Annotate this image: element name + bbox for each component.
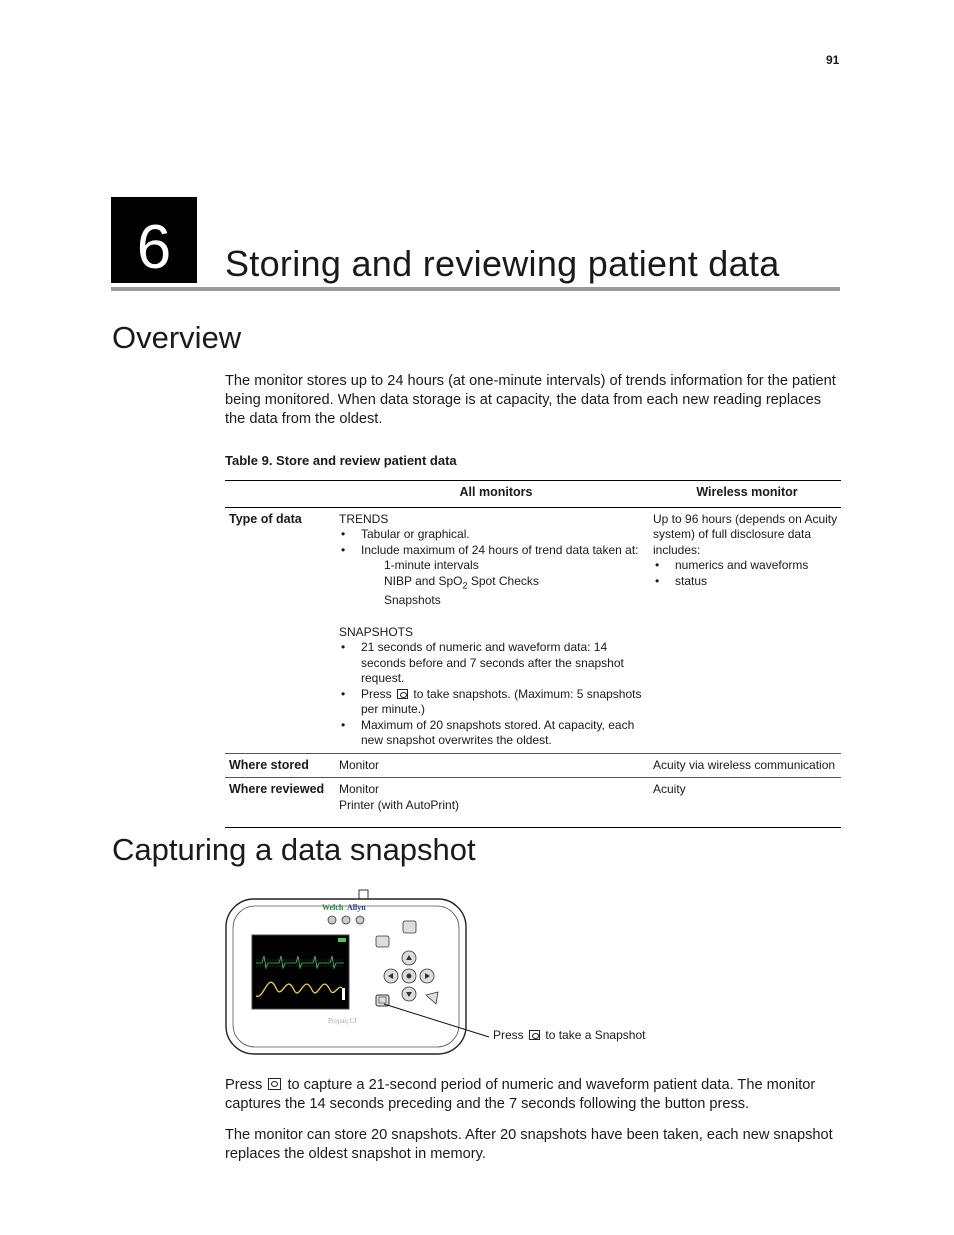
row-label-type: Type of data [225,507,339,753]
camera-snapshot-icon [268,1078,281,1090]
chapter-rule [111,287,840,291]
table-row [225,507,841,753]
store-review-table [225,480,841,828]
monitor-screen [252,935,349,1009]
snapshot-paragraph-1: Press to capture a 21-second period of numeric and waveform patient data. The monitor captures the 14 seconds preceding and the 7 seconds following the button press. [225,1077,816,1112]
snapshot-paragraph-2: The monitor can store 20 snapshots. After 20 snapshots have been taken, each new snapshot replaces the oldest snapshot in memory. [225,1127,833,1162]
stored-all-cell: Monitor [339,753,653,778]
trends-sub-interval: 1-minute intervals [384,558,479,572]
camera-snapshot-icon [529,1030,540,1040]
trends-bullet: • Tabular or graphical. [339,527,645,543]
wireless-bullet: • status [653,574,841,590]
reviewed-all-cell: Monitor Printer (with AutoPrint) [339,778,653,828]
trends-sub-spot-checks: NIBP and SpO$_2$ Spot Checks [384,573,539,590]
wireless-bullet: • numerics and waveforms [653,558,841,574]
trends-sub-snapshots: Snapshots [384,593,441,608]
trends-bullet: • Include maximum of 24 hours of trend data taken at: [339,543,645,559]
wireless-intro: Up to 96 hours (depends on Acuity system) of full disclosure data includes: [653,511,838,557]
snapshot-callout: Press to take a Snapshot [493,1028,646,1042]
indicator-light [342,916,350,924]
page-number: 91 [826,53,840,67]
row-label-stored: Where stored [225,753,339,778]
row-label-reviewed: Where reviewed [225,778,339,828]
stored-wireless-cell: Acuity via wireless communication [653,753,841,778]
snapshot-heading: Capturing a data snapshot [112,832,476,867]
trends-title: TRENDS [339,511,389,526]
indicator-light [328,916,336,924]
overview-paragraph: The monitor stores up to 24 hours (at one-minute intervals) of trends information for the patient being monitored. When data storage is at capacity, the data from each new reading replaces the data from the oldest. [225,373,836,427]
type-wireless-cell [653,507,841,753]
snapshots-title: SNAPSHOTS [339,624,414,639]
settings-button[interactable] [403,921,416,933]
table-row [225,753,841,778]
table-header-blank [225,481,339,508]
chapter-number-box [111,197,197,283]
snapshots-bullet: • 21 seconds of numeric and waveform data: 14 seconds before and 7 seconds after the snapshot request. [339,640,645,687]
table-header-row [225,481,841,508]
chapter-number: 6 [136,213,172,282]
type-all-monitors-cell [339,507,653,753]
brand-allyn: Allyn [347,903,366,912]
table-header-wireless-monitor: Wireless monitor [653,481,841,508]
indicator-light [356,916,364,924]
snapshots-bullet: • Press to take snapshots. (Maximum: 5 snapshots per minute.) [339,687,645,718]
brand-welch: Welch [322,903,344,912]
reviewed-wireless-cell: Acuity [653,778,841,828]
table-row [225,778,841,828]
camera-snapshot-icon [397,689,408,699]
table-header-all-monitors: All monitors [339,481,653,508]
snapshots-bullet: • Maximum of 20 snapshots stored. At capacity, each new snapshot overwrites the oldest. [339,718,645,749]
chapter-title: Storing and reviewing patient data [225,243,780,284]
overview-heading: Overview [112,320,242,355]
alarm-button[interactable] [376,936,389,947]
table-caption: Table 9. Store and review patient data [225,453,457,468]
snapshot-button[interactable] [376,995,389,1006]
model-label: Propaq LT [328,1017,358,1025]
